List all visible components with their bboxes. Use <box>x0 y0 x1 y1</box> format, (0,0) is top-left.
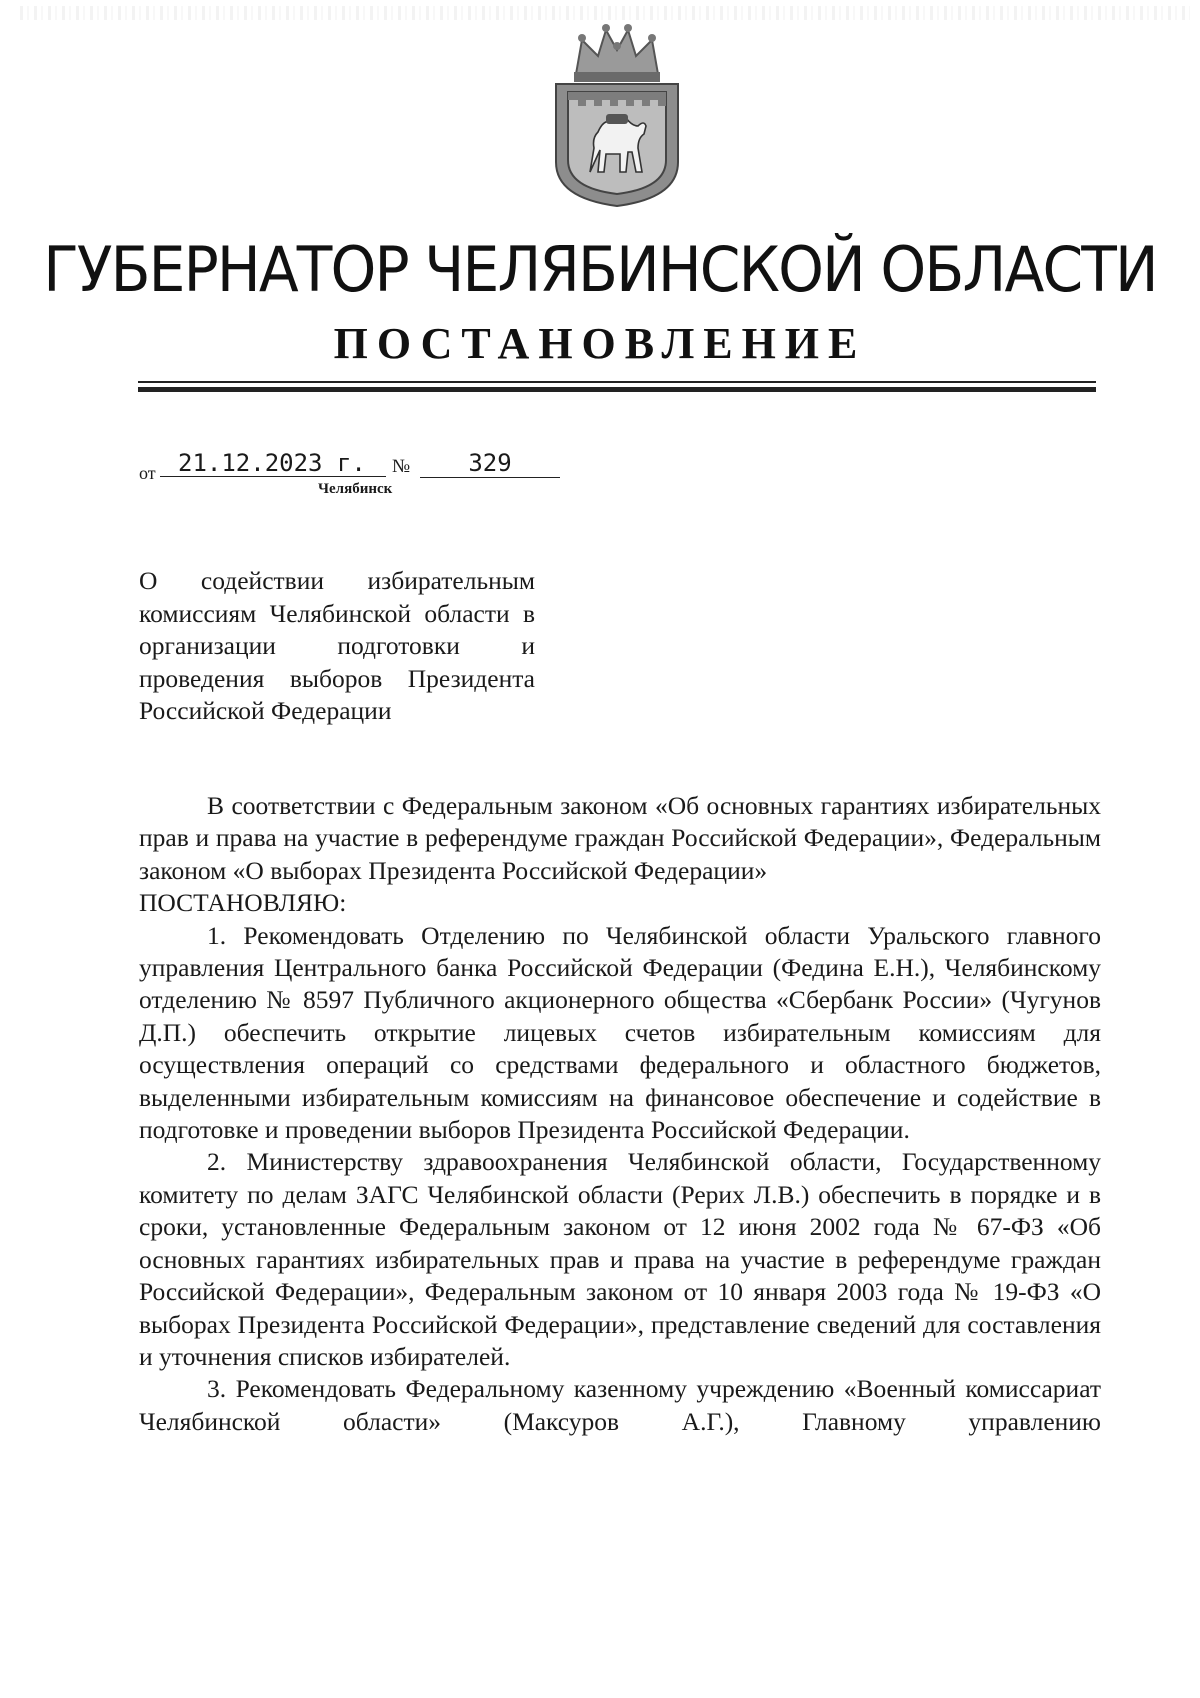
document-type-title: ПОСТАНОВЛЕНИЕ <box>333 319 867 368</box>
preamble-paragraph: В соответствии с Федеральным законом «Об основных гарантиях избирательных прав и права на участие в референдуме граждан Российской Федерации», Федеральным законом «О выборах Президента Российской Федерации» <box>139 791 1101 885</box>
clause-1-paragraph: 1. Рекомендовать Отделению по Челябинской области Уральского главного управления Центрального банка Российской Федерации (Федина Е.Н.), Челябинскому отделению № 8597 Публичного акционерного общества «Сбербанк России» (Чугунов Д.П.) обеспечить открытие лицевых счетов избирательным комиссиям для осуществления операций со средствами федерального и областного бюджетов, выделенными избирательным комиссиям на финансовое обеспечение и содействие в подготовке и проведении выборов Президента Российской Федерации. <box>139 920 1101 1145</box>
number-label: № <box>392 456 411 477</box>
header-rule-thin <box>138 381 1096 383</box>
date-prefix-label: от <box>139 463 156 483</box>
city-label: Челябинск <box>318 481 393 497</box>
coat-of-arms-icon <box>546 22 688 208</box>
document-subject: О содействии избирательным комиссиям Челябинской области в организации подготовки и проведения выборов Президента Российской Федерации <box>139 566 535 725</box>
scan-artifact <box>20 6 1190 20</box>
clause-3-paragraph: 3. Рекомендовать Федеральному казенному учреждению «Военный комиссариат Челябинской области» (Максуров А.Г.), Главному управлению <box>139 1374 1101 1436</box>
decree-word: ПОСТАНОВЛЯЮ: <box>139 888 347 918</box>
issuing-authority-title: ГУБЕРНАТОР ЧЕЛЯБИНСКОЙ ОБЛАСТИ <box>43 233 1157 306</box>
header-rule-thick <box>138 387 1096 392</box>
document-date: 21.12.2023 г. <box>160 449 386 477</box>
document-body <box>139 790 1101 1438</box>
clause-2-paragraph: 2. Министерству здравоохранения Челябинской области, Государственному комитету по делам ЗАГС Челябинской области (Рерих Л.В.) обеспечить в порядке и в сроки, установленные Федеральным законом от 12 июня 2002 года № 67-ФЗ «Об основных гарантиях избирательных прав и права на участие в референдуме граждан Российской Федерации», Федеральным законом от 10 января 2003 года № 19-ФЗ «О выборах Президента Российской Федерации», представление сведений для составления и уточнения списков избирателей. <box>139 1147 1101 1371</box>
document-number: 329 <box>420 449 560 478</box>
